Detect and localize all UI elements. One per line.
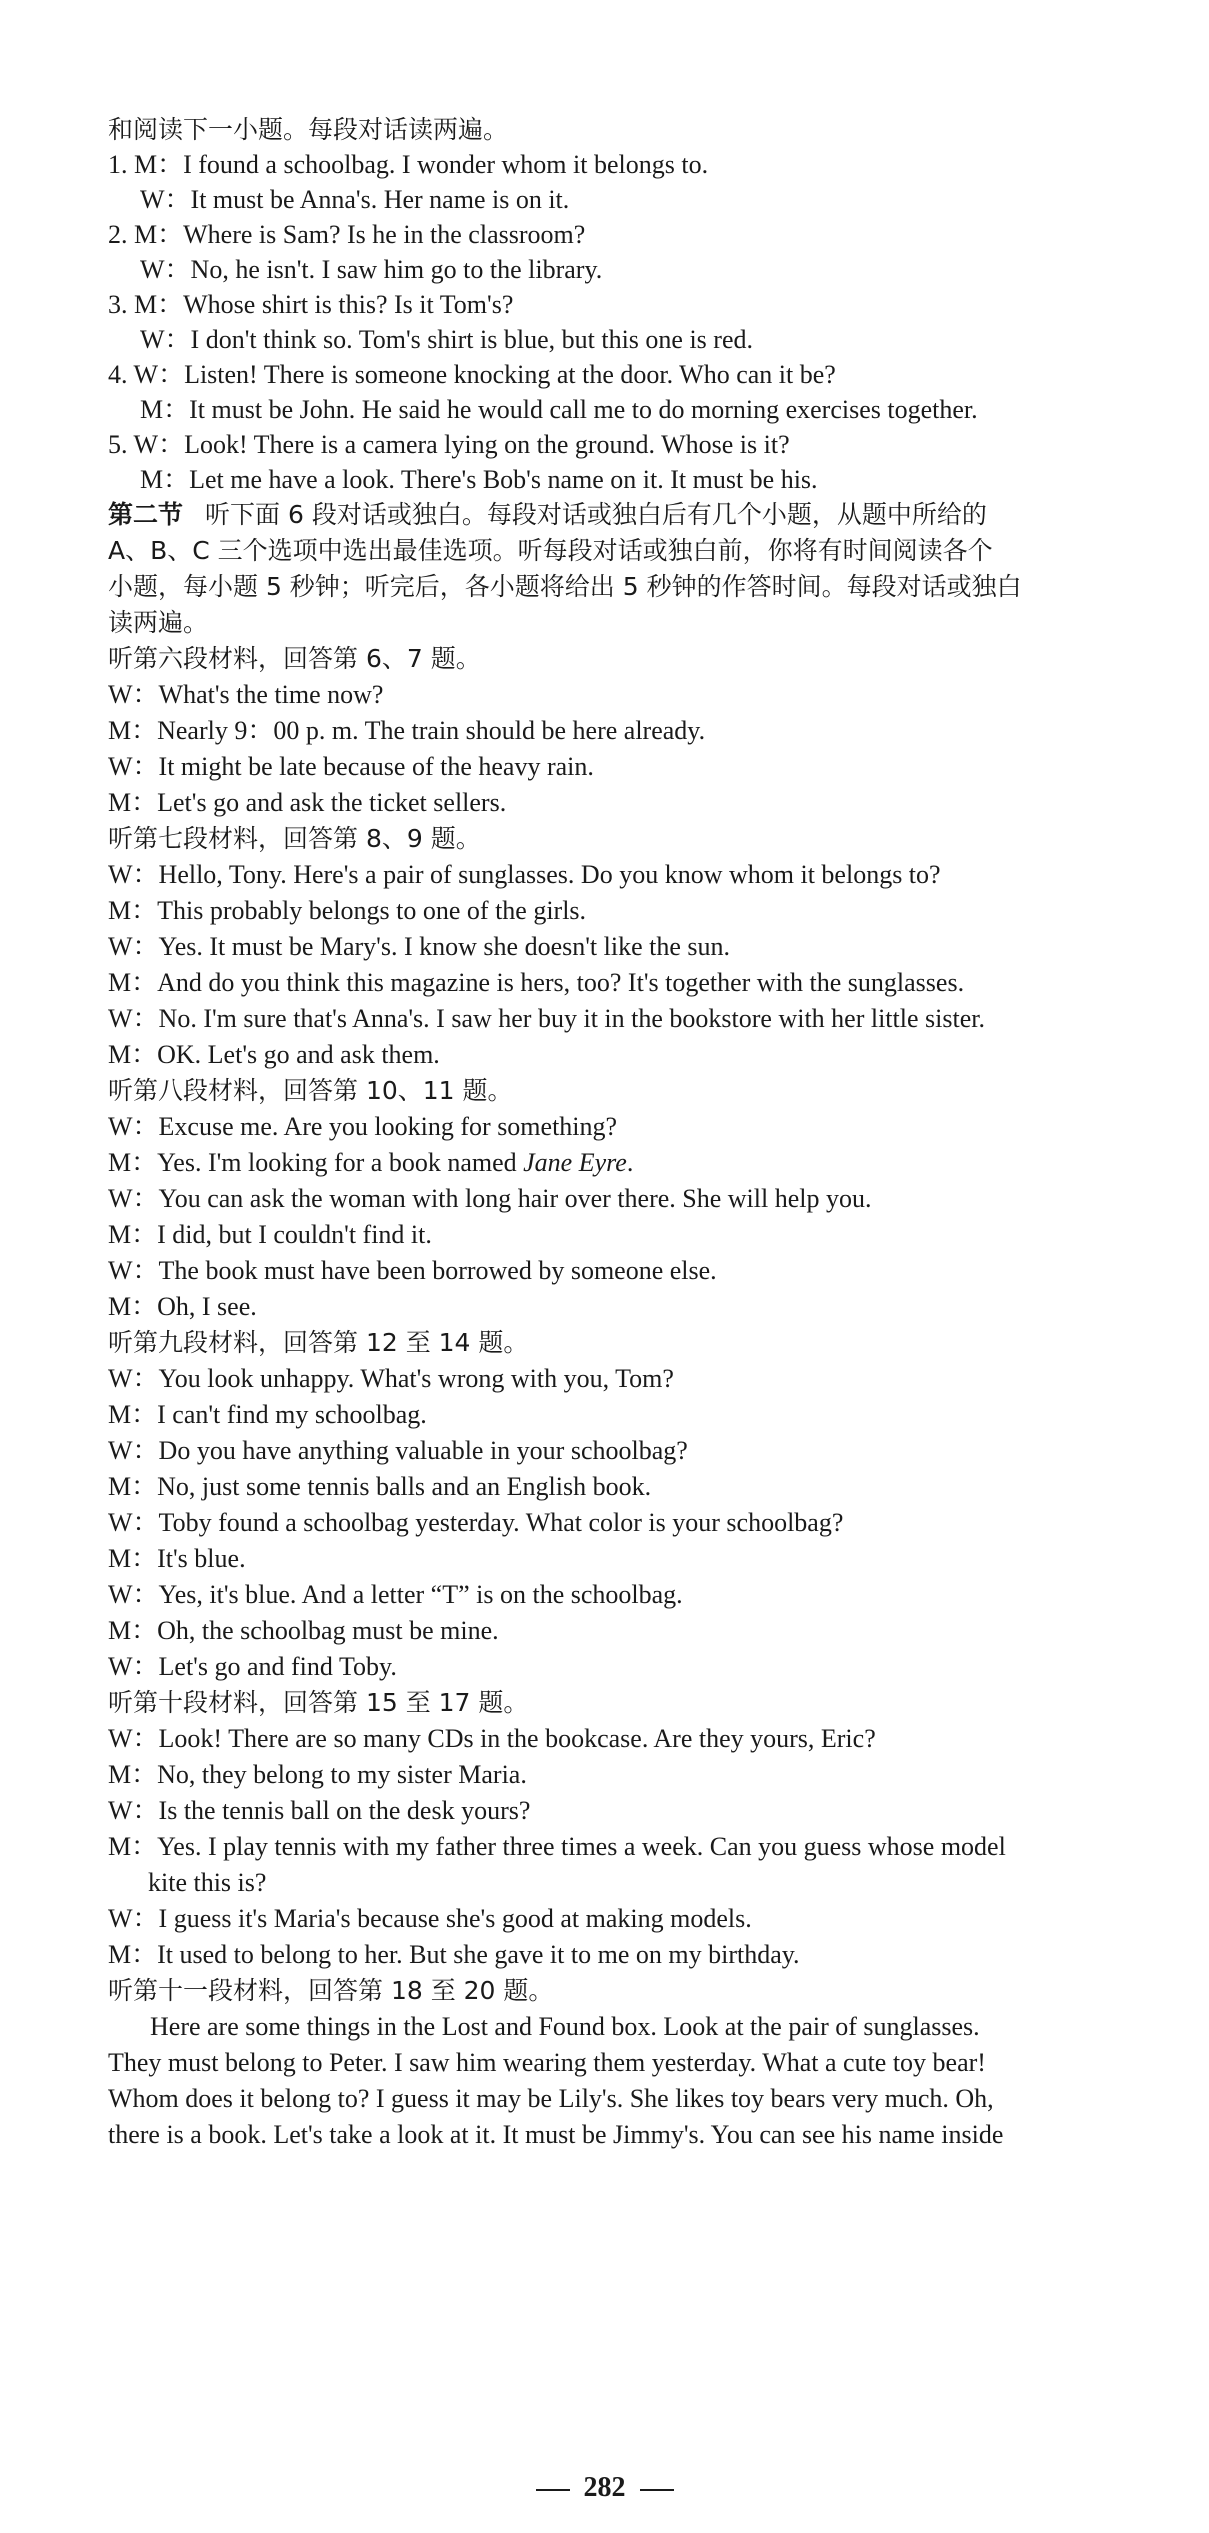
text-line: W：Hello, Tony. Here's a pair of sunglasses. Do you know whom it belongs to?: [108, 860, 941, 889]
text-line: W：I don't think so. Tom's shirt is blue, but this one is red.: [140, 325, 753, 354]
text-line: M：Nearly 9：00 p. m. The train should be here already.: [108, 716, 706, 745]
line-end: .: [626, 1148, 634, 1177]
text-line: M：Oh, I see.: [108, 1292, 257, 1321]
text-line: M：No, they belong to my sister Maria.: [108, 1760, 527, 1789]
page-number-dash: [536, 2489, 570, 2491]
material-heading: 听第八段材料，回答第 10、11 题。: [108, 1076, 513, 1105]
paragraph-line: They must belong to Peter. I saw him wearing them yesterday. What a cute toy bear!: [108, 2048, 986, 2077]
section-heading-line: [108, 497, 987, 533]
text-line: W：No. I'm sure that's Anna's. I saw her buy it in the bookstore with her little sister.: [108, 1004, 985, 1033]
page-number: [0, 2468, 1209, 2508]
text-line: M：I did, but I couldn't find it.: [108, 1220, 432, 1249]
material-heading: 听第七段材料，回答第 8、9 题。: [108, 824, 481, 853]
text-line: M：Oh, the schoolbag must be mine.: [108, 1616, 499, 1645]
text-line: 小题，每小题 5 秒钟；听完后，各小题将给出 5 秒钟的作答时间。每段对话或独白: [108, 572, 1022, 601]
page-number-dash: [640, 2489, 674, 2491]
text-line: W：Toby found a schoolbag yesterday. What color is your schoolbag?: [108, 1508, 844, 1537]
text-line: W：What's the time now?: [108, 680, 384, 709]
text-line: 4. W：Listen! There is someone knocking at the door. Who can it be?: [108, 360, 836, 389]
paragraph-line: Whom does it belong to? I guess it may be Lily's. She likes toy bears very much. Oh,: [108, 2084, 994, 2113]
line-text: M：Yes. I'm looking for a book named: [108, 1148, 524, 1177]
text-line: kite this is?: [148, 1868, 267, 1897]
text-line: 1. M：I found a schoolbag. I wonder whom it belongs to.: [108, 150, 709, 179]
text-line: M：It must be John. He said he would call me to do morning exercises together.: [140, 395, 978, 424]
material-heading: 听第十一段材料，回答第 18 至 20 题。: [108, 1976, 554, 2005]
paragraph-line: there is a book. Let's take a look at it. It must be Jimmy's. You can see his name inside: [108, 2120, 1004, 2149]
text-line: W：Yes, it's blue. And a letter “T” is on the schoolbag.: [108, 1580, 683, 1609]
text-line: 读两遍。: [108, 608, 209, 637]
text-line: W：Excuse me. Are you looking for something?: [108, 1112, 618, 1141]
text-line: M：It's blue.: [108, 1544, 246, 1573]
text-line: W：It might be late because of the heavy rain.: [108, 752, 594, 781]
page-number-value: 282: [583, 2472, 626, 2503]
text-line: W：Do you have anything valuable in your schoolbag?: [108, 1436, 688, 1465]
text-line: M：OK. Let's go and ask them.: [108, 1040, 440, 1069]
text-line: W：It must be Anna's. Her name is on it.: [140, 185, 570, 214]
book-title: Jane Eyre: [523, 1148, 627, 1177]
text-line: M：Let's go and ask the ticket sellers.: [108, 788, 507, 817]
text-line: M：Let me have a look. There's Bob's name on it. It must be his.: [140, 465, 818, 494]
text-line: M：It used to belong to her. But she gave it to me on my birthday.: [108, 1940, 800, 1969]
text-line: W：I guess it's Maria's because she's good at making models.: [108, 1904, 752, 1933]
text-line: 5. W：Look! There is a camera lying on the ground. Whose is it?: [108, 430, 790, 459]
text-line: W：The book must have been borrowed by someone else.: [108, 1256, 717, 1285]
material-heading: 听第九段材料，回答第 12 至 14 题。: [108, 1328, 529, 1357]
text-line-with-title: [108, 1145, 633, 1181]
text-line: W：Look! There are so many CDs in the bookcase. Are they yours, Eric?: [108, 1724, 876, 1753]
text-line: W：You look unhappy. What's wrong with you, Tom?: [108, 1364, 674, 1393]
text-line: 和阅读下一小题。每段对话读两遍。: [108, 115, 509, 144]
text-line: W：Let's go and find Toby.: [108, 1652, 397, 1681]
text-line: A、B、C 三个选项中选出最佳选项。听每段对话或独白前，你将有时间阅读各个: [108, 536, 993, 565]
text-line: M：Yes. I play tennis with my father three times a week. Can you guess whose model: [108, 1832, 1006, 1861]
material-heading: 听第六段材料，回答第 6、7 题。: [108, 644, 481, 673]
text-line: W：No, he isn't. I saw him go to the library.: [140, 255, 603, 284]
text-line: M：And do you think this magazine is hers, too? It's together with the sunglasses.: [108, 968, 965, 997]
text-line: M：This probably belongs to one of the girls.: [108, 896, 587, 925]
material-heading: 听第十段材料，回答第 15 至 17 题。: [108, 1688, 529, 1717]
text-line: 3. M：Whose shirt is this? Is it Tom's?: [108, 290, 514, 319]
text-line: M：No, just some tennis balls and an English book.: [108, 1472, 652, 1501]
section-instructions: 听下面 6 段对话或独白。每段对话或独白后有几个小题，从题中所给的: [205, 500, 987, 529]
section-label: 第二节: [108, 500, 184, 529]
text-line: W：Is the tennis ball on the desk yours?: [108, 1796, 531, 1825]
text-line: 2. M：Where is Sam? Is he in the classroom?: [108, 220, 586, 249]
text-line: W：You can ask the woman with long hair over there. She will help you.: [108, 1184, 872, 1213]
text-line: M：I can't find my schoolbag.: [108, 1400, 427, 1429]
paragraph-line: Here are some things in the Lost and Found box. Look at the pair of sunglasses.: [150, 2012, 980, 2041]
text-line: W：Yes. It must be Mary's. I know she doesn't like the sun.: [108, 932, 731, 961]
